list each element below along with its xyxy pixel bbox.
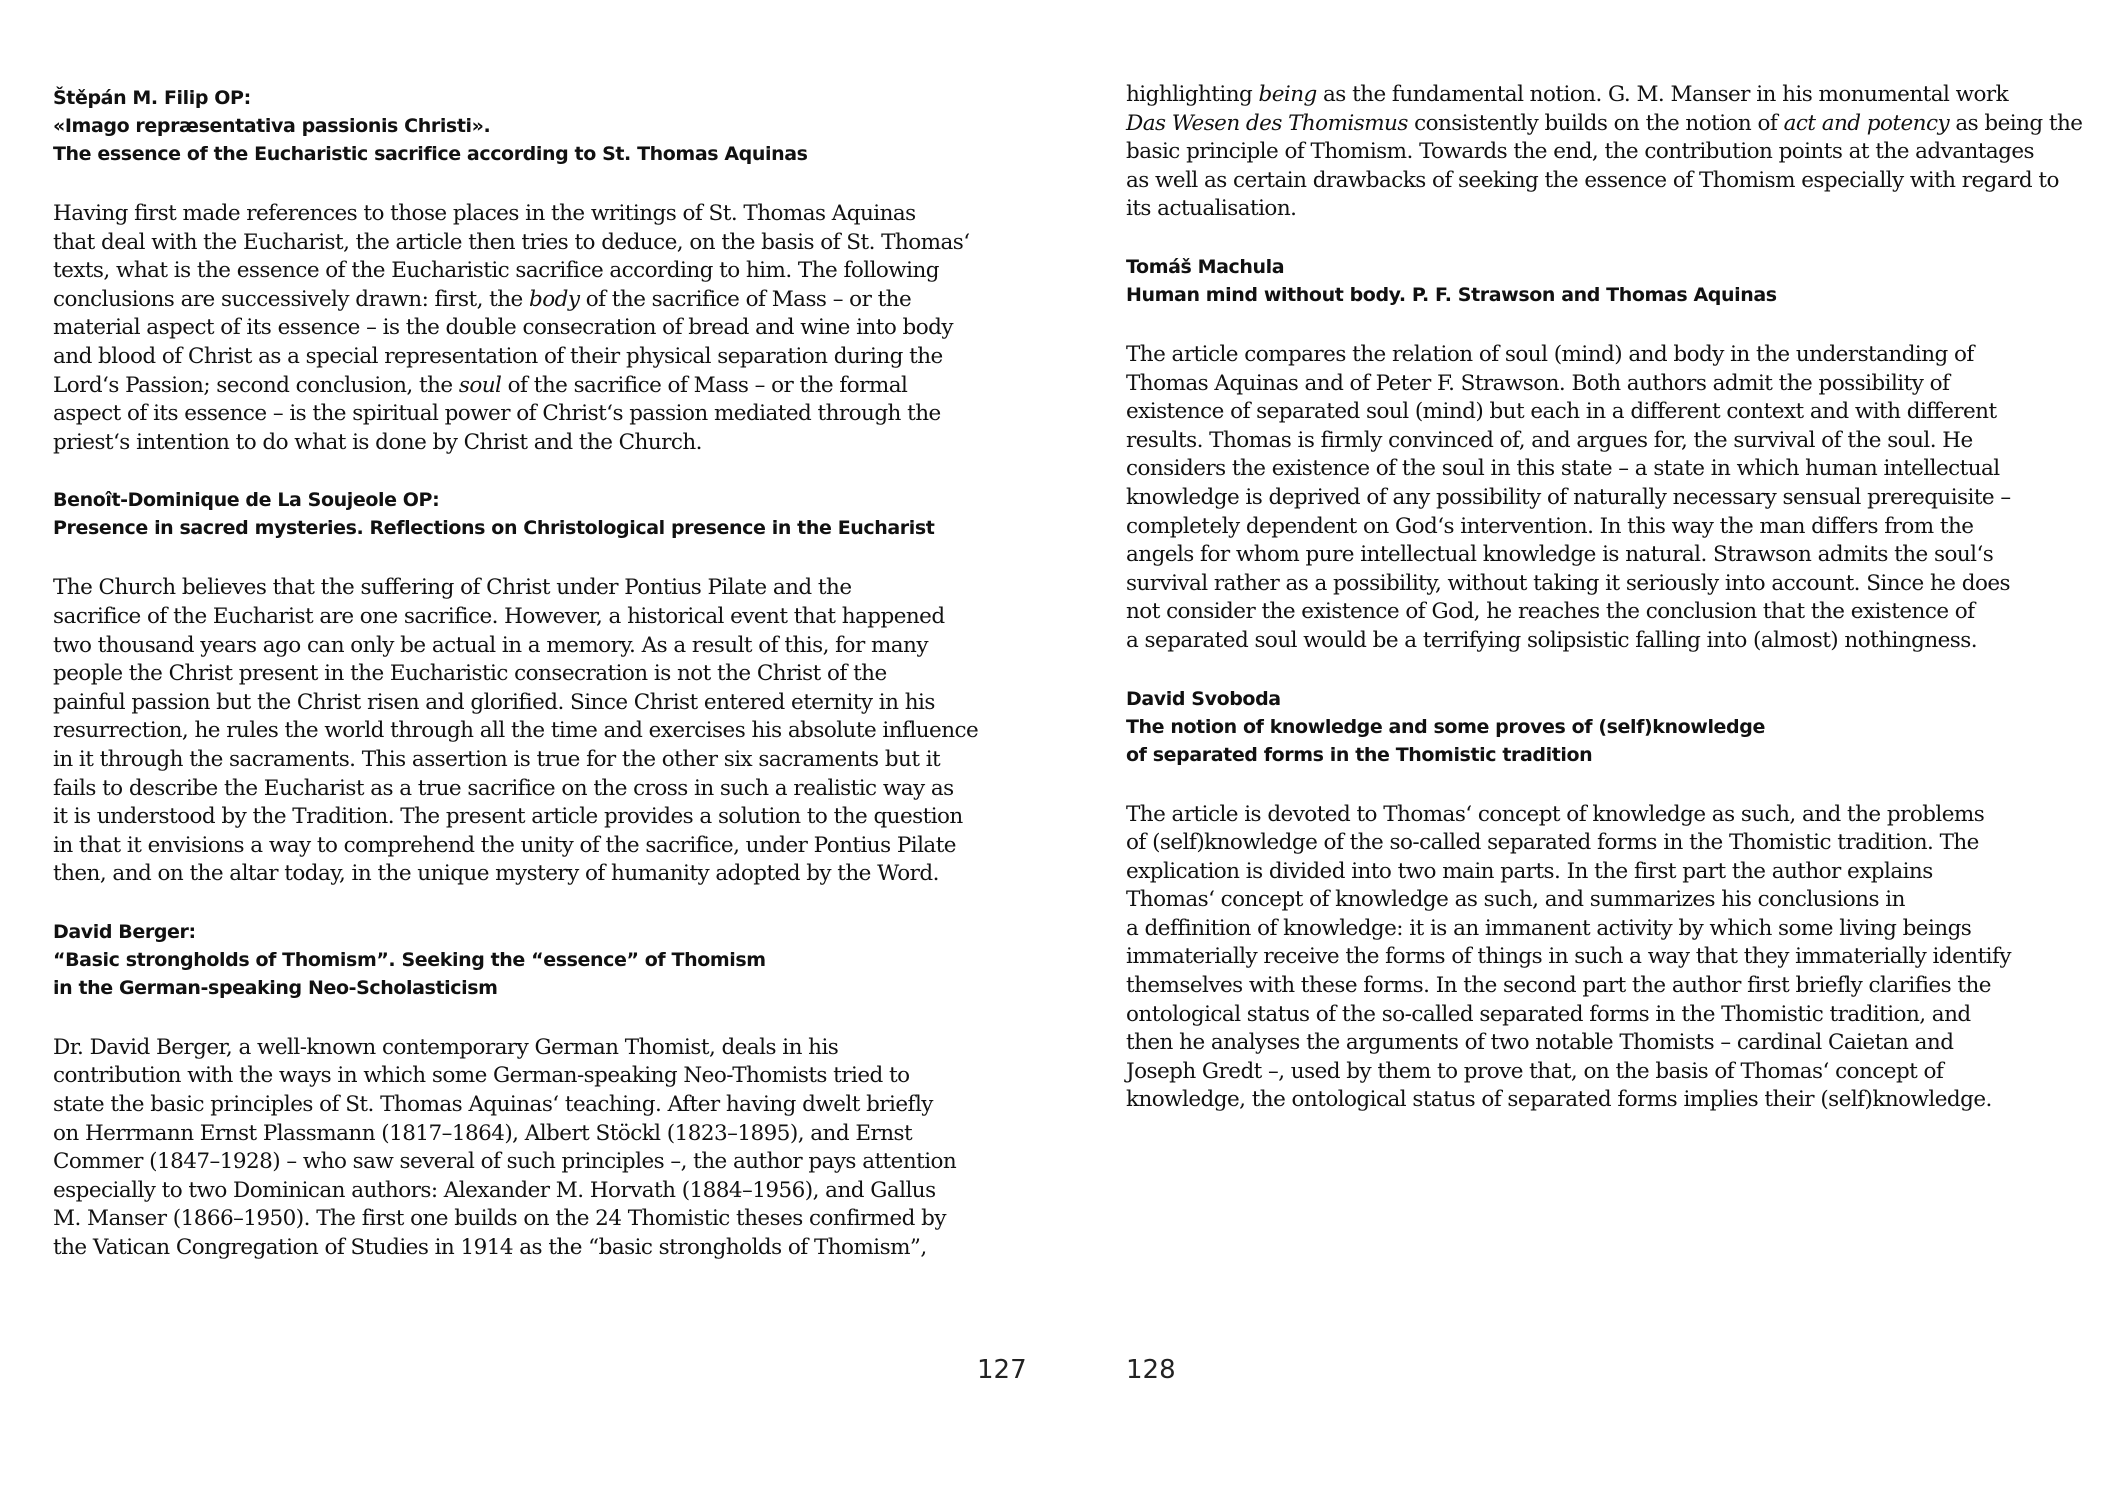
text-line: The Church believes that the suffering of Christ under Pontius Pilate and the bbox=[53, 575, 852, 601]
text-line: knowledge is deprived of any possibility of naturally necessary sensual prerequisite – bbox=[1126, 484, 2011, 510]
author-name: Štěpán M. Filip OP: bbox=[53, 87, 251, 109]
article-title: Presence in sacred mysteries. Reflections on Christological presence in the Eucharist bbox=[53, 517, 935, 540]
abstract-heading bbox=[53, 84, 1023, 168]
abstract-text bbox=[1126, 801, 2116, 1116]
text-line: especially to two Dominican authors: Alexander M. Horvath (1884–1956), and Gallus bbox=[53, 1177, 936, 1203]
left-column bbox=[53, 84, 1023, 1263]
text-line: M. Manser (1866–1950). The first one builds on the 24 Thomistic theses confirmed by bbox=[53, 1206, 946, 1232]
abstract-text bbox=[53, 200, 1023, 457]
text-line: survival rather as a possibility, without taking it seriously into account. Since he does bbox=[1126, 570, 2010, 596]
text-line: sacrifice of the Eucharist are one sacrifice. However, a historical event that happened bbox=[53, 603, 945, 629]
article-title: The notion of knowledge and some proves of (self)knowledge bbox=[1126, 715, 1765, 738]
text-line: painful passion but the Christ risen and glorified. Since Christ entered eternity in his bbox=[53, 689, 935, 715]
abstract-heading bbox=[53, 918, 1023, 1002]
page-number: 127 bbox=[977, 1355, 1027, 1385]
text-line: highlighting being as the fundamental notion. G. M. Manser in his monumental work bbox=[1126, 82, 2009, 107]
text-line: two thousand years ago can only be actual in a memory. As a result of this, for many bbox=[53, 632, 928, 658]
article-title: «Imago repræsentativa passionis Christi». bbox=[53, 115, 491, 137]
text-line: basic principle of Thomism. Towards the end, the contribution points at the advantages bbox=[1126, 139, 2035, 165]
text-line: that deal with the Eucharist, the article then tries to deduce, on the basis of St. Thomas‘ bbox=[53, 229, 970, 255]
text-line: a separated soul would be a terrifying solipsistic falling into (almost) nothingness. bbox=[1126, 627, 1978, 653]
text-line: in it through the sacraments. This assertion is true for the other six sacraments but it bbox=[53, 746, 941, 772]
text-line: Lord‘s Passion; second conclusion, the soul of the sacrifice of Mass – or the formal bbox=[53, 372, 908, 398]
text-line: and blood of Christ as a special representation of their physical separation during the bbox=[53, 343, 943, 369]
text-line: Joseph Gredt –, used by them to prove that, on the basis of Thomas‘ concept of bbox=[1126, 1058, 1944, 1084]
text-line: it is understood by the Tradition. The present article provides a solution to the question bbox=[53, 804, 963, 830]
author-name: Tomáš Machula bbox=[1126, 255, 1285, 278]
text-line: material aspect of its essence – is the double consecration of bread and wine into body bbox=[53, 315, 953, 341]
text-line: priest‘s intention to do what is done by Christ and the Church. bbox=[53, 429, 702, 455]
author-name: Benoît-Dominique de La Soujeole OP: bbox=[53, 489, 440, 512]
text-line: fails to describe the Eucharist as a true sacrifice on the cross in such a realistic way as bbox=[53, 775, 954, 801]
text-line: Commer (1847–1928) – who saw several of such principles –, the author pays attention bbox=[53, 1149, 957, 1175]
text-line: the Vatican Congregation of Studies in 1914 as the “basic strongholds of Thomism”, bbox=[53, 1235, 927, 1261]
article-title: Human mind without body. P. F. Strawson and Thomas Aquinas bbox=[1126, 283, 1777, 306]
text-line: not consider the existence of God, he reaches the conclusion that the existence of bbox=[1126, 599, 1975, 625]
article-title: The essence of the Eucharistic sacrifice according to St. Thomas Aquinas bbox=[53, 143, 808, 165]
text-line: aspect of its essence – is the spiritual power of Christ‘s passion mediated through the bbox=[53, 401, 941, 427]
text-line: immaterially receive the forms of things in such a way that they immaterially identify bbox=[1126, 944, 2011, 970]
text-line: its actualisation. bbox=[1126, 196, 1297, 222]
abstract-heading bbox=[53, 486, 1023, 542]
text-line: Having first made references to those places in the writings of St. Thomas Aquinas bbox=[53, 201, 916, 226]
abstract-text bbox=[53, 574, 1023, 889]
text-line: themselves with these forms. In the second part the author first briefly clarifies the bbox=[1126, 973, 1991, 999]
text-line: results. Thomas is firmly convinced of, and argues for, the survival of the soul. He bbox=[1126, 427, 1973, 453]
right-page bbox=[1061, 0, 2122, 1500]
text-line: Das Wesen des Thomismus consistently builds on the notion of act and potency as being the bbox=[1126, 110, 2083, 136]
article-title: “Basic strongholds of Thomism”. Seeking the “essence” of Thomism bbox=[53, 948, 766, 971]
text-line: angels for whom pure intellectual knowledge is natural. Strawson admits the soul‘s bbox=[1126, 542, 1994, 568]
article-title: in the German-speaking Neo-Scholasticism bbox=[53, 976, 498, 999]
author-name: David Svoboda bbox=[1126, 687, 1281, 710]
text-line: Thomas Aquinas and of Peter F. Strawson. Both authors admit the possibility of bbox=[1126, 370, 1950, 396]
text-line: explication is divided into two main parts. In the first part the author explains bbox=[1126, 858, 1933, 884]
text-line: on Herrmann Ernst Plassmann (1817–1864), Albert Stöckl (1823–1895), and Ernst bbox=[53, 1120, 913, 1146]
abstract-heading bbox=[1126, 253, 2116, 309]
article-title: of separated forms in the Thomistic tradition bbox=[1126, 743, 1593, 766]
page-number: 128 bbox=[1126, 1355, 1176, 1385]
text-line: a deffinition of knowledge: it is an immanent activity by which some living beings bbox=[1126, 915, 1972, 941]
text-line: resurrection, he rules the world through all the time and exercises his absolute influence bbox=[53, 718, 979, 744]
text-line: Dr. David Berger, a well-known contemporary German Thomist, deals in his bbox=[53, 1034, 839, 1060]
text-line: Thomas‘ concept of knowledge as such, and summarizes his conclusions in bbox=[1126, 887, 1905, 913]
text-line: completely dependent on God‘s intervention. In this way the man differs from the bbox=[1126, 513, 1974, 539]
abstract-text bbox=[1126, 341, 2116, 656]
text-line: as well as certain drawbacks of seeking the essence of Thomism especially with regard to bbox=[1126, 167, 2059, 193]
text-line: The article compares the relation of soul (mind) and body in the understanding of bbox=[1126, 341, 1974, 367]
text-line: knowledge, the ontological status of separated forms implies their (self)knowledge. bbox=[1126, 1087, 1992, 1113]
text-line: considers the existence of the soul in this state – a state in which human intellectual bbox=[1126, 456, 2000, 482]
text-line: in that it envisions a way to comprehend the unity of the sacrifice, under Pontius Pilate bbox=[53, 832, 956, 858]
text-line: then, and on the altar today, in the unique mystery of humanity adopted by the Word. bbox=[53, 861, 939, 887]
text-line: of (self)knowledge of the so-called separated forms in the Thomistic tradition. The bbox=[1126, 830, 1979, 856]
text-line: ontological status of the so-called separated forms in the Thomistic tradition, and bbox=[1126, 1001, 1971, 1027]
text-line: conclusions are successively drawn: first, the body of the sacrifice of Mass – or the bbox=[53, 286, 912, 312]
text-line: contribution with the ways in which some German-speaking Neo-Thomists tried to bbox=[53, 1063, 910, 1089]
text-line: people the Christ present in the Eucharistic consecration is not the Christ of the bbox=[53, 661, 887, 687]
abstract-text bbox=[53, 1034, 1023, 1263]
text-line: The article is devoted to Thomas‘ concept of knowledge as such, and the problems bbox=[1126, 801, 1985, 827]
text-line: then he analyses the arguments of two notable Thomists – cardinal Caietan and bbox=[1126, 1030, 1954, 1056]
text-line: texts, what is the essence of the Eucharistic sacrifice according to him. The following bbox=[53, 258, 939, 284]
abstract-continuation bbox=[1126, 81, 2116, 224]
right-column bbox=[1126, 81, 2116, 1115]
text-line: existence of separated soul (mind) but each in a different context and with different bbox=[1126, 399, 1997, 425]
text-line: state the basic principles of St. Thomas Aquinas‘ teaching. After having dwelt briefly bbox=[53, 1092, 933, 1118]
author-name: David Berger: bbox=[53, 920, 196, 943]
abstract-heading bbox=[1126, 685, 2116, 769]
